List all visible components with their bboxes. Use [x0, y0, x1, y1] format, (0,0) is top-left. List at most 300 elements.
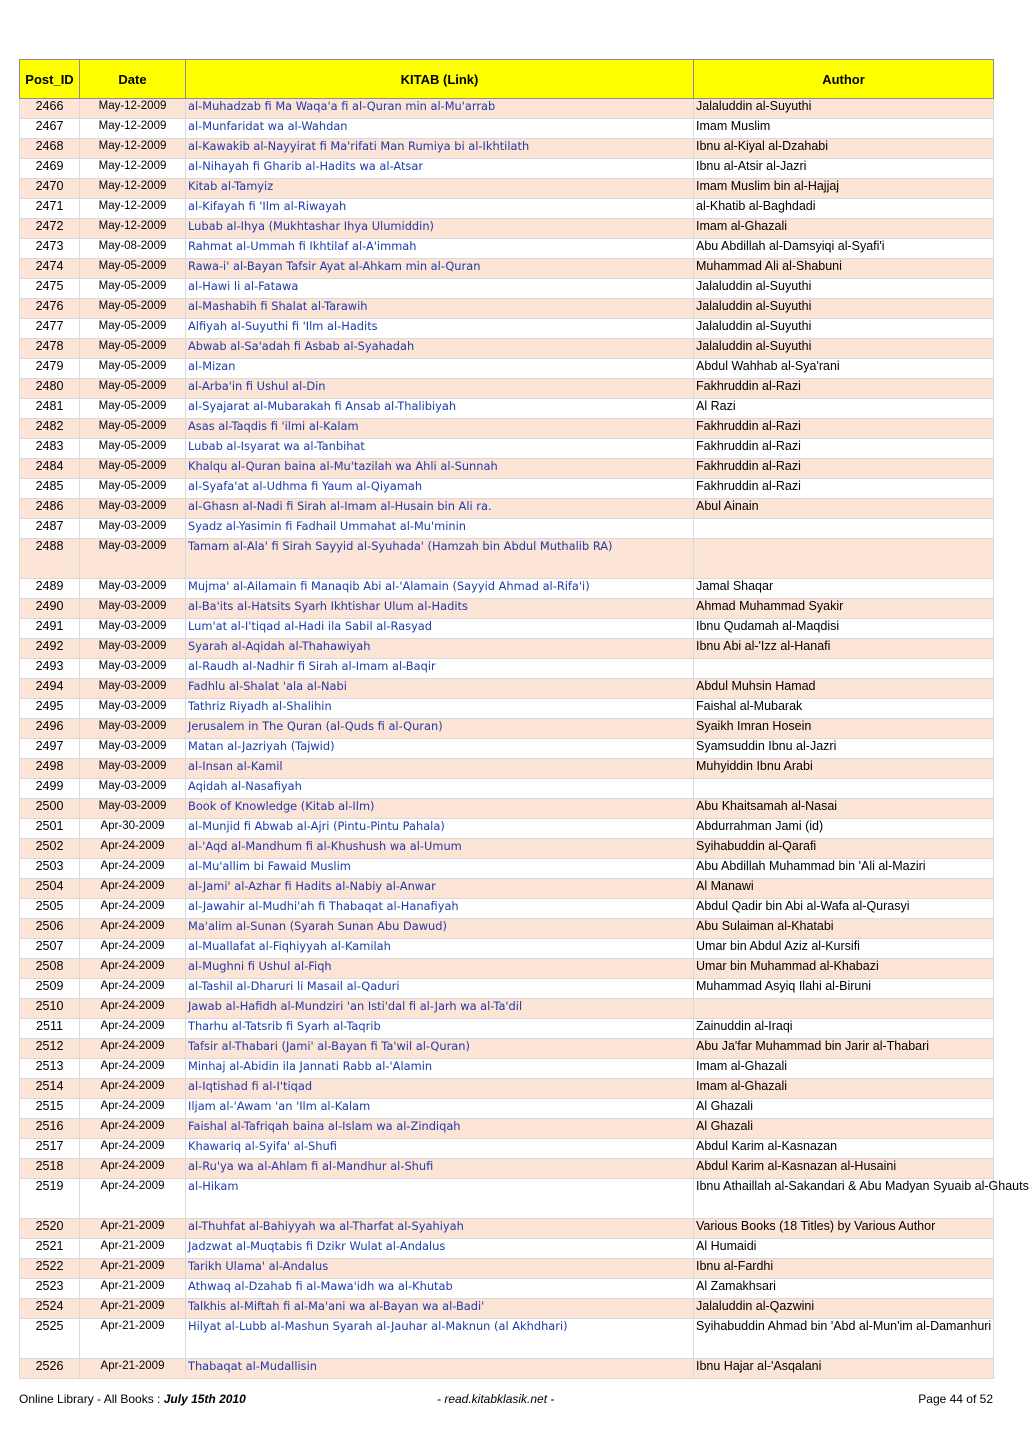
- post-id-cell: 2476: [20, 299, 80, 319]
- kitab-link[interactable]: Rawa-i' al-Bayan Tafsir Ayat al-Ahkam min al-Quran: [186, 259, 694, 279]
- post-id-cell: 2506: [20, 919, 80, 939]
- table-row: [20, 1039, 994, 1059]
- date-cell: May-05-2009: [80, 399, 186, 419]
- kitab-link[interactable]: Asas al-Taqdis fi 'ilmi al-Kalam: [186, 419, 694, 439]
- date-cell: Apr-30-2009: [80, 819, 186, 839]
- date-cell: May-03-2009: [80, 799, 186, 819]
- author-cell: Syamsuddin Ibnu al-Jazri: [694, 739, 994, 759]
- date-cell: Apr-24-2009: [80, 999, 186, 1019]
- post-id-cell: 2514: [20, 1079, 80, 1099]
- table-row: [20, 579, 994, 599]
- kitab-link[interactable]: Syadz al-Yasimin fi Fadhail Ummahat al-Mu'minin: [186, 519, 694, 539]
- author-cell: Al Zamakhsari: [694, 1279, 994, 1299]
- table-row: [20, 599, 994, 619]
- kitab-link[interactable]: Fadhlu al-Shalat 'ala al-Nabi: [186, 679, 694, 699]
- table-row: [20, 1139, 994, 1159]
- kitab-link[interactable]: al-Muhadzab fi Ma Waqa'a fi al-Quran min al-Mu'arrab: [186, 99, 694, 119]
- kitab-link[interactable]: al-Mu'allim bi Fawaid Muslim: [186, 859, 694, 879]
- kitab-link[interactable]: Khawariq al-Syifa' al-Shufi: [186, 1139, 694, 1159]
- date-cell: May-12-2009: [80, 159, 186, 179]
- date-cell: May-03-2009: [80, 759, 186, 779]
- date-cell: Apr-21-2009: [80, 1359, 186, 1379]
- post-id-cell: 2471: [20, 199, 80, 219]
- post-id-cell: 2526: [20, 1359, 80, 1379]
- page-footer: [19, 1392, 993, 1408]
- date-cell: May-08-2009: [80, 239, 186, 259]
- author-cell: [694, 539, 994, 579]
- author-cell: Al Ghazali: [694, 1099, 994, 1119]
- table-row: [20, 519, 994, 539]
- kitab-link[interactable]: Abwab al-Sa'adah fi Asbab al-Syahadah: [186, 339, 694, 359]
- kitab-link[interactable]: al-Ru'ya wa al-Ahlam fi al-Mandhur al-Shufi: [186, 1159, 694, 1179]
- kitab-link[interactable]: Iljam al-'Awam 'an 'Ilm al-Kalam: [186, 1099, 694, 1119]
- date-cell: Apr-24-2009: [80, 1119, 186, 1139]
- author-cell: Abdul Karim al-Kasnazan al-Husaini: [694, 1159, 994, 1179]
- kitab-link[interactable]: al-Jami' al-Azhar fi Hadits al-Nabiy al-Anwar: [186, 879, 694, 899]
- table-row: [20, 739, 994, 759]
- table-row: [20, 719, 994, 739]
- author-cell: Jalaluddin al-Suyuthi: [694, 299, 994, 319]
- post-id-cell: 2522: [20, 1259, 80, 1279]
- post-id-cell: 2470: [20, 179, 80, 199]
- kitab-link[interactable]: Syarah al-Aqidah al-Thahawiyah: [186, 639, 694, 659]
- kitab-link[interactable]: Mujma' al-Ailamain fi Manaqib Abi al-'Alamain (Sayyid Ahmad al-Rifa'i): [186, 579, 694, 599]
- table-row: [20, 859, 994, 879]
- date-cell: Apr-24-2009: [80, 1139, 186, 1159]
- author-cell: Ibnu al-Fardhi: [694, 1259, 994, 1279]
- post-id-cell: 2489: [20, 579, 80, 599]
- table-row: [20, 499, 994, 519]
- post-id-cell: 2484: [20, 459, 80, 479]
- post-id-cell: 2490: [20, 599, 80, 619]
- kitab-link[interactable]: Book of Knowledge (Kitab al-Ilm): [186, 799, 694, 819]
- kitab-link[interactable]: al-Insan al-Kamil: [186, 759, 694, 779]
- kitab-link[interactable]: al-Hikam: [186, 1179, 694, 1219]
- table-row: [20, 359, 994, 379]
- kitab-link[interactable]: Khalqu al-Quran baina al-Mu'tazilah wa Ahli al-Sunnah: [186, 459, 694, 479]
- kitab-link[interactable]: al-Syafa'at al-Udhma fi Yaum al-Qiyamah: [186, 479, 694, 499]
- date-cell: Apr-21-2009: [80, 1219, 186, 1239]
- table-row: [20, 1159, 994, 1179]
- date-cell: May-03-2009: [80, 779, 186, 799]
- kitab-link[interactable]: Tamam al-Ala' fi Sirah Sayyid al-Syuhada' (Hamzah bin Abdul Muthalib RA): [186, 539, 694, 579]
- date-cell: Apr-24-2009: [80, 1079, 186, 1099]
- table-row: [20, 1019, 994, 1039]
- kitab-link[interactable]: al-Hawi li al-Fatawa: [186, 279, 694, 299]
- kitab-link[interactable]: al-Munfaridat wa al-Wahdan: [186, 119, 694, 139]
- author-cell: Faishal al-Mubarak: [694, 699, 994, 719]
- post-id-cell: 2474: [20, 259, 80, 279]
- kitab-link[interactable]: al-Mizan: [186, 359, 694, 379]
- post-id-cell: 2505: [20, 899, 80, 919]
- author-cell: al-Khatib al-Baghdadi: [694, 199, 994, 219]
- books-table: [19, 59, 1029, 1379]
- date-cell: Apr-24-2009: [80, 899, 186, 919]
- post-id-cell: 2509: [20, 979, 80, 999]
- post-id-cell: 2493: [20, 659, 80, 679]
- date-cell: Apr-24-2009: [80, 859, 186, 879]
- date-cell: May-05-2009: [80, 439, 186, 459]
- author-cell: Abdul Wahhab al-Sya'rani: [694, 359, 994, 379]
- post-id-cell: 2507: [20, 939, 80, 959]
- kitab-link[interactable]: Thabaqat al-Mudallisin: [186, 1359, 694, 1379]
- table-row: [20, 1259, 994, 1279]
- post-id-cell: 2488: [20, 539, 80, 579]
- post-id-cell: 2487: [20, 519, 80, 539]
- kitab-link[interactable]: Athwaq al-Dzahab fi al-Mawa'idh wa al-Khutab: [186, 1279, 694, 1299]
- header-post-id: Post_ID: [20, 60, 80, 99]
- kitab-link[interactable]: al-Iqtishad fi al-I'tiqad: [186, 1079, 694, 1099]
- author-cell: Jalaluddin al-Suyuthi: [694, 319, 994, 339]
- post-id-cell: 2499: [20, 779, 80, 799]
- date-cell: May-03-2009: [80, 699, 186, 719]
- kitab-link[interactable]: Rahmat al-Ummah fi Ikhtilaf al-A'immah: [186, 239, 694, 259]
- table-row: [20, 879, 994, 899]
- kitab-link[interactable]: al-Arba'in fi Ushul al-Din: [186, 379, 694, 399]
- table-row: [20, 139, 994, 159]
- table-row: [20, 379, 994, 399]
- post-id-cell: 2496: [20, 719, 80, 739]
- author-cell: Fakhruddin al-Razi: [694, 419, 994, 439]
- author-cell: Syihabuddin Ahmad bin 'Abd al-Mun'im al-Damanhuri: [694, 1319, 994, 1359]
- kitab-link[interactable]: al-Tashil al-Dharuri li Masail al-Qaduri: [186, 979, 694, 999]
- table-row: [20, 979, 994, 999]
- author-cell: Imam al-Ghazali: [694, 1079, 994, 1099]
- date-cell: May-03-2009: [80, 619, 186, 639]
- kitab-link[interactable]: al-Ghasn al-Nadi fi Sirah al-Imam al-Husain bin Ali ra.: [186, 499, 694, 519]
- author-cell: Imam Muslim: [694, 119, 994, 139]
- date-cell: May-03-2009: [80, 599, 186, 619]
- post-id-cell: 2466: [20, 99, 80, 119]
- table-row: [20, 759, 994, 779]
- date-cell: May-05-2009: [80, 359, 186, 379]
- author-cell: Jalaluddin al-Suyuthi: [694, 339, 994, 359]
- table-row: [20, 459, 994, 479]
- date-cell: May-03-2009: [80, 639, 186, 659]
- table-row: [20, 279, 994, 299]
- table-row: [20, 959, 994, 979]
- post-id-cell: 2478: [20, 339, 80, 359]
- header-author: Author: [694, 60, 994, 99]
- date-cell: May-05-2009: [80, 459, 186, 479]
- date-cell: May-05-2009: [80, 419, 186, 439]
- post-id-cell: 2517: [20, 1139, 80, 1159]
- table-row: [20, 159, 994, 179]
- author-cell: Ibnu al-Atsir al-Jazri: [694, 159, 994, 179]
- post-id-cell: 2485: [20, 479, 80, 499]
- kitab-link[interactable]: al-Muallafat al-Fiqhiyyah al-Kamilah: [186, 939, 694, 959]
- post-id-cell: 2512: [20, 1039, 80, 1059]
- author-cell: Syaikh Imran Hosein: [694, 719, 994, 739]
- kitab-link[interactable]: Kitab al-Tamyiz: [186, 179, 694, 199]
- date-cell: May-12-2009: [80, 199, 186, 219]
- date-cell: Apr-24-2009: [80, 839, 186, 859]
- post-id-cell: 2504: [20, 879, 80, 899]
- author-cell: Abu Khaitsamah al-Nasai: [694, 799, 994, 819]
- table-row: [20, 339, 994, 359]
- author-cell: Umar bin Abdul Aziz al-Kursifi: [694, 939, 994, 959]
- post-id-cell: 2491: [20, 619, 80, 639]
- post-id-cell: 2511: [20, 1019, 80, 1039]
- kitab-link[interactable]: al-Nihayah fi Gharib al-Hadits wa al-Atsar: [186, 159, 694, 179]
- date-cell: May-12-2009: [80, 119, 186, 139]
- date-cell: May-03-2009: [80, 539, 186, 579]
- date-cell: Apr-21-2009: [80, 1259, 186, 1279]
- date-cell: Apr-24-2009: [80, 879, 186, 899]
- date-cell: Apr-24-2009: [80, 979, 186, 999]
- kitab-link[interactable]: al-Raudh al-Nadhir fi Sirah al-Imam al-Baqir: [186, 659, 694, 679]
- author-cell: Umar bin Muhammad al-Khabazi: [694, 959, 994, 979]
- footer-site: - read.kitabklasik.net -: [437, 1392, 555, 1406]
- kitab-link[interactable]: Aqidah al-Nasafiyah: [186, 779, 694, 799]
- post-id-cell: 2508: [20, 959, 80, 979]
- footer-page-number: Page 44 of 52: [918, 1392, 993, 1406]
- date-cell: May-03-2009: [80, 719, 186, 739]
- author-cell: Imam al-Ghazali: [694, 1059, 994, 1079]
- kitab-link[interactable]: Minhaj al-Abidin ila Jannati Rabb al-'Alamin: [186, 1059, 694, 1079]
- footer-left: [19, 1392, 246, 1406]
- author-cell: Abu Abdillah al-Damsyiqi al-Syafi'i: [694, 239, 994, 259]
- date-cell: May-03-2009: [80, 679, 186, 699]
- kitab-link[interactable]: al-Kifayah fi 'Ilm al-Riwayah: [186, 199, 694, 219]
- table-row: [20, 899, 994, 919]
- table-row: [20, 319, 994, 339]
- table-row: [20, 1319, 994, 1359]
- post-id-cell: 2475: [20, 279, 80, 299]
- table-row: [20, 199, 994, 219]
- author-cell: Fakhruddin al-Razi: [694, 459, 994, 479]
- date-cell: May-12-2009: [80, 179, 186, 199]
- author-cell: Muhammad Ali al-Shabuni: [694, 259, 994, 279]
- post-id-cell: 2481: [20, 399, 80, 419]
- author-cell: Fakhruddin al-Razi: [694, 479, 994, 499]
- kitab-link[interactable]: al-Thuhfat al-Bahiyyah wa al-Tharfat al-Syahiyah: [186, 1219, 694, 1239]
- post-id-cell: 2515: [20, 1099, 80, 1119]
- table-row: [20, 939, 994, 959]
- author-cell: Al Humaidi: [694, 1239, 994, 1259]
- author-cell: Jalaluddin al-Suyuthi: [694, 99, 994, 119]
- post-id-cell: 2472: [20, 219, 80, 239]
- kitab-link[interactable]: al-Ba'its al-Hatsits Syarh Ikhtishar Ulum al-Hadits: [186, 599, 694, 619]
- author-cell: Al Ghazali: [694, 1119, 994, 1139]
- author-cell: Jalaluddin al-Suyuthi: [694, 279, 994, 299]
- author-cell: Fakhruddin al-Razi: [694, 439, 994, 459]
- footer-library-label: Online Library - All Books :: [19, 1392, 164, 1406]
- kitab-link[interactable]: Hilyat al-Lubb al-Mashun Syarah al-Jauhar al-Maknun (al Akhdhari): [186, 1319, 694, 1359]
- author-cell: Abdul Qadir bin Abi al-Wafa al-Qurasyi: [694, 899, 994, 919]
- kitab-link[interactable]: al-'Aqd al-Mandhum fi al-Khushush wa al-Umum: [186, 839, 694, 859]
- table-row: [20, 1219, 994, 1239]
- author-cell: Zainuddin al-Iraqi: [694, 1019, 994, 1039]
- date-cell: May-12-2009: [80, 99, 186, 119]
- table-row: [20, 99, 994, 119]
- author-cell: Al Manawi: [694, 879, 994, 899]
- author-cell: Imam Muslim bin al-Hajjaj: [694, 179, 994, 199]
- post-id-cell: 2516: [20, 1119, 80, 1139]
- author-cell: Various Books (18 Titles) by Various Author: [694, 1219, 994, 1239]
- kitab-link[interactable]: Jawab al-Hafidh al-Mundziri 'an Isti'dal fi al-Jarh wa al-Ta'dil: [186, 999, 694, 1019]
- author-cell: Syihabuddin al-Qarafi: [694, 839, 994, 859]
- table-row: [20, 799, 994, 819]
- post-id-cell: 2492: [20, 639, 80, 659]
- kitab-link[interactable]: Tarikh Ulama' al-Andalus: [186, 1259, 694, 1279]
- date-cell: Apr-24-2009: [80, 1159, 186, 1179]
- author-cell: Fakhruddin al-Razi: [694, 379, 994, 399]
- kitab-link[interactable]: al-Mashabih fi Shalat al-Tarawih: [186, 299, 694, 319]
- post-id-cell: 2501: [20, 819, 80, 839]
- author-cell: Ibnu Hajar al-'Asqalani: [694, 1359, 994, 1379]
- kitab-link[interactable]: Talkhis al-Miftah fi al-Ma'ani wa al-Bayan wa al-Badi': [186, 1299, 694, 1319]
- kitab-link[interactable]: Alfiyah al-Suyuthi fi 'Ilm al-Hadits: [186, 319, 694, 339]
- kitab-link[interactable]: al-Kawakib al-Nayyirat fi Ma'rifati Man Rumiya bi al-Ikhtilath: [186, 139, 694, 159]
- table-row: [20, 299, 994, 319]
- post-id-cell: 2482: [20, 419, 80, 439]
- date-cell: Apr-21-2009: [80, 1319, 186, 1359]
- table-row: [20, 839, 994, 859]
- table-body: [20, 99, 1029, 1379]
- table-row: [20, 619, 994, 639]
- author-cell: Muhyiddin Ibnu Arabi: [694, 759, 994, 779]
- date-cell: May-12-2009: [80, 139, 186, 159]
- table-row: [20, 919, 994, 939]
- kitab-link[interactable]: Matan al-Jazriyah (Tajwid): [186, 739, 694, 759]
- date-cell: Apr-24-2009: [80, 1039, 186, 1059]
- date-cell: Apr-24-2009: [80, 1179, 186, 1219]
- post-id-cell: 2495: [20, 699, 80, 719]
- table-row: [20, 1239, 994, 1259]
- date-cell: May-03-2009: [80, 579, 186, 599]
- date-cell: Apr-24-2009: [80, 1059, 186, 1079]
- kitab-link[interactable]: Faishal al-Tafriqah baina al-Islam wa al-Zindiqah: [186, 1119, 694, 1139]
- author-cell: Muhammad Asyiq Ilahi al-Biruni: [694, 979, 994, 999]
- kitab-link[interactable]: Lubab al-Ihya (Mukhtashar Ihya Ulumiddin): [186, 219, 694, 239]
- date-cell: Apr-24-2009: [80, 1099, 186, 1119]
- post-id-cell: 2479: [20, 359, 80, 379]
- author-cell: [694, 659, 994, 679]
- author-cell: Abdul Karim al-Kasnazan: [694, 1139, 994, 1159]
- post-id-cell: 2497: [20, 739, 80, 759]
- table-row: [20, 1119, 994, 1139]
- date-cell: May-05-2009: [80, 479, 186, 499]
- post-id-cell: 2473: [20, 239, 80, 259]
- post-id-cell: 2521: [20, 1239, 80, 1259]
- author-cell: Jalaluddin al-Qazwini: [694, 1299, 994, 1319]
- post-id-cell: 2503: [20, 859, 80, 879]
- post-id-cell: 2513: [20, 1059, 80, 1079]
- date-cell: Apr-21-2009: [80, 1299, 186, 1319]
- table-header-row: [20, 60, 994, 99]
- table-row: [20, 1099, 994, 1119]
- date-cell: Apr-24-2009: [80, 959, 186, 979]
- post-id-cell: 2480: [20, 379, 80, 399]
- table-row: [20, 1059, 994, 1079]
- post-id-cell: 2523: [20, 1279, 80, 1299]
- table-row: [20, 659, 994, 679]
- date-cell: May-05-2009: [80, 299, 186, 319]
- kitab-link[interactable]: al-Jawahir al-Mudhi'ah fi Thabaqat al-Hanafiyah: [186, 899, 694, 919]
- post-id-cell: 2498: [20, 759, 80, 779]
- kitab-link[interactable]: Lum'at al-I'tiqad al-Hadi ila Sabil al-Rasyad: [186, 619, 694, 639]
- kitab-link[interactable]: al-Syajarat al-Mubarakah fi Ansab al-Thalibiyah: [186, 399, 694, 419]
- post-id-cell: 2524: [20, 1299, 80, 1319]
- author-cell: Abul Ainain: [694, 499, 994, 519]
- kitab-link[interactable]: Tafsir al-Thabari (Jami' al-Bayan fi Ta'wil al-Quran): [186, 1039, 694, 1059]
- post-id-cell: 2518: [20, 1159, 80, 1179]
- table-row: [20, 999, 994, 1019]
- table-row: [20, 479, 994, 499]
- author-cell: Abu Sulaiman al-Khatabi: [694, 919, 994, 939]
- date-cell: Apr-21-2009: [80, 1279, 186, 1299]
- table-row: [20, 1359, 994, 1379]
- date-cell: Apr-24-2009: [80, 1019, 186, 1039]
- author-cell: Ibnu Qudamah al-Maqdisi: [694, 619, 994, 639]
- author-cell: Al Razi: [694, 399, 994, 419]
- table-row: [20, 179, 994, 199]
- table-row: [20, 439, 994, 459]
- table-row: [20, 679, 994, 699]
- kitab-link[interactable]: Jadzwat al-Muqtabis fi Dzikr Wulat al-Andalus: [186, 1239, 694, 1259]
- table-row: [20, 819, 994, 839]
- table-row: [20, 1179, 994, 1219]
- date-cell: Apr-24-2009: [80, 919, 186, 939]
- author-cell: [694, 779, 994, 799]
- post-id-cell: 2467: [20, 119, 80, 139]
- table-row: [20, 239, 994, 259]
- kitab-link[interactable]: al-Munjid fi Abwab al-Ajri (Pintu-Pintu Pahala): [186, 819, 694, 839]
- table-row: [20, 119, 994, 139]
- author-cell: Abdurrahman Jami (id): [694, 819, 994, 839]
- post-id-cell: 2510: [20, 999, 80, 1019]
- author-cell: Ibnu Abi al-'Izz al-Hanafi: [694, 639, 994, 659]
- table-row: [20, 539, 994, 579]
- footer-date: July 15th 2010: [163, 1392, 246, 1406]
- table-row: [20, 1279, 994, 1299]
- post-id-cell: 2483: [20, 439, 80, 459]
- author-cell: Jamal Shaqar: [694, 579, 994, 599]
- kitab-link[interactable]: Lubab al-Isyarat wa al-Tanbihat: [186, 439, 694, 459]
- author-cell: Ahmad Muhammad Syakir: [694, 599, 994, 619]
- date-cell: May-03-2009: [80, 499, 186, 519]
- header-date: Date: [80, 60, 186, 99]
- kitab-link[interactable]: Tharhu al-Tatsrib fi Syarh al-Taqrib: [186, 1019, 694, 1039]
- date-cell: May-03-2009: [80, 659, 186, 679]
- author-cell: Ibnu al-Kiyal al-Dzahabi: [694, 139, 994, 159]
- post-id-cell: 2494: [20, 679, 80, 699]
- date-cell: May-03-2009: [80, 519, 186, 539]
- table-row: [20, 399, 994, 419]
- table-row: [20, 639, 994, 659]
- table-row: [20, 1079, 994, 1099]
- post-id-cell: 2486: [20, 499, 80, 519]
- kitab-link[interactable]: Ma'alim al-Sunan (Syarah Sunan Abu Dawud): [186, 919, 694, 939]
- kitab-link[interactable]: Jerusalem in The Quran (al-Quds fi al-Quran): [186, 719, 694, 739]
- table-row: [20, 219, 994, 239]
- table-row: [20, 259, 994, 279]
- author-cell: [694, 519, 994, 539]
- post-id-cell: 2520: [20, 1219, 80, 1239]
- author-cell: Abu Ja'far Muhammad bin Jarir al-Thabari: [694, 1039, 994, 1059]
- kitab-link[interactable]: Tathriz Riyadh al-Shalihin: [186, 699, 694, 719]
- post-id-cell: 2502: [20, 839, 80, 859]
- author-cell: [694, 999, 994, 1019]
- post-id-cell: 2468: [20, 139, 80, 159]
- kitab-link[interactable]: al-Mughni fi Ushul al-Fiqh: [186, 959, 694, 979]
- date-cell: May-05-2009: [80, 259, 186, 279]
- post-id-cell: 2525: [20, 1319, 80, 1359]
- date-cell: May-05-2009: [80, 379, 186, 399]
- date-cell: May-05-2009: [80, 339, 186, 359]
- post-id-cell: 2469: [20, 159, 80, 179]
